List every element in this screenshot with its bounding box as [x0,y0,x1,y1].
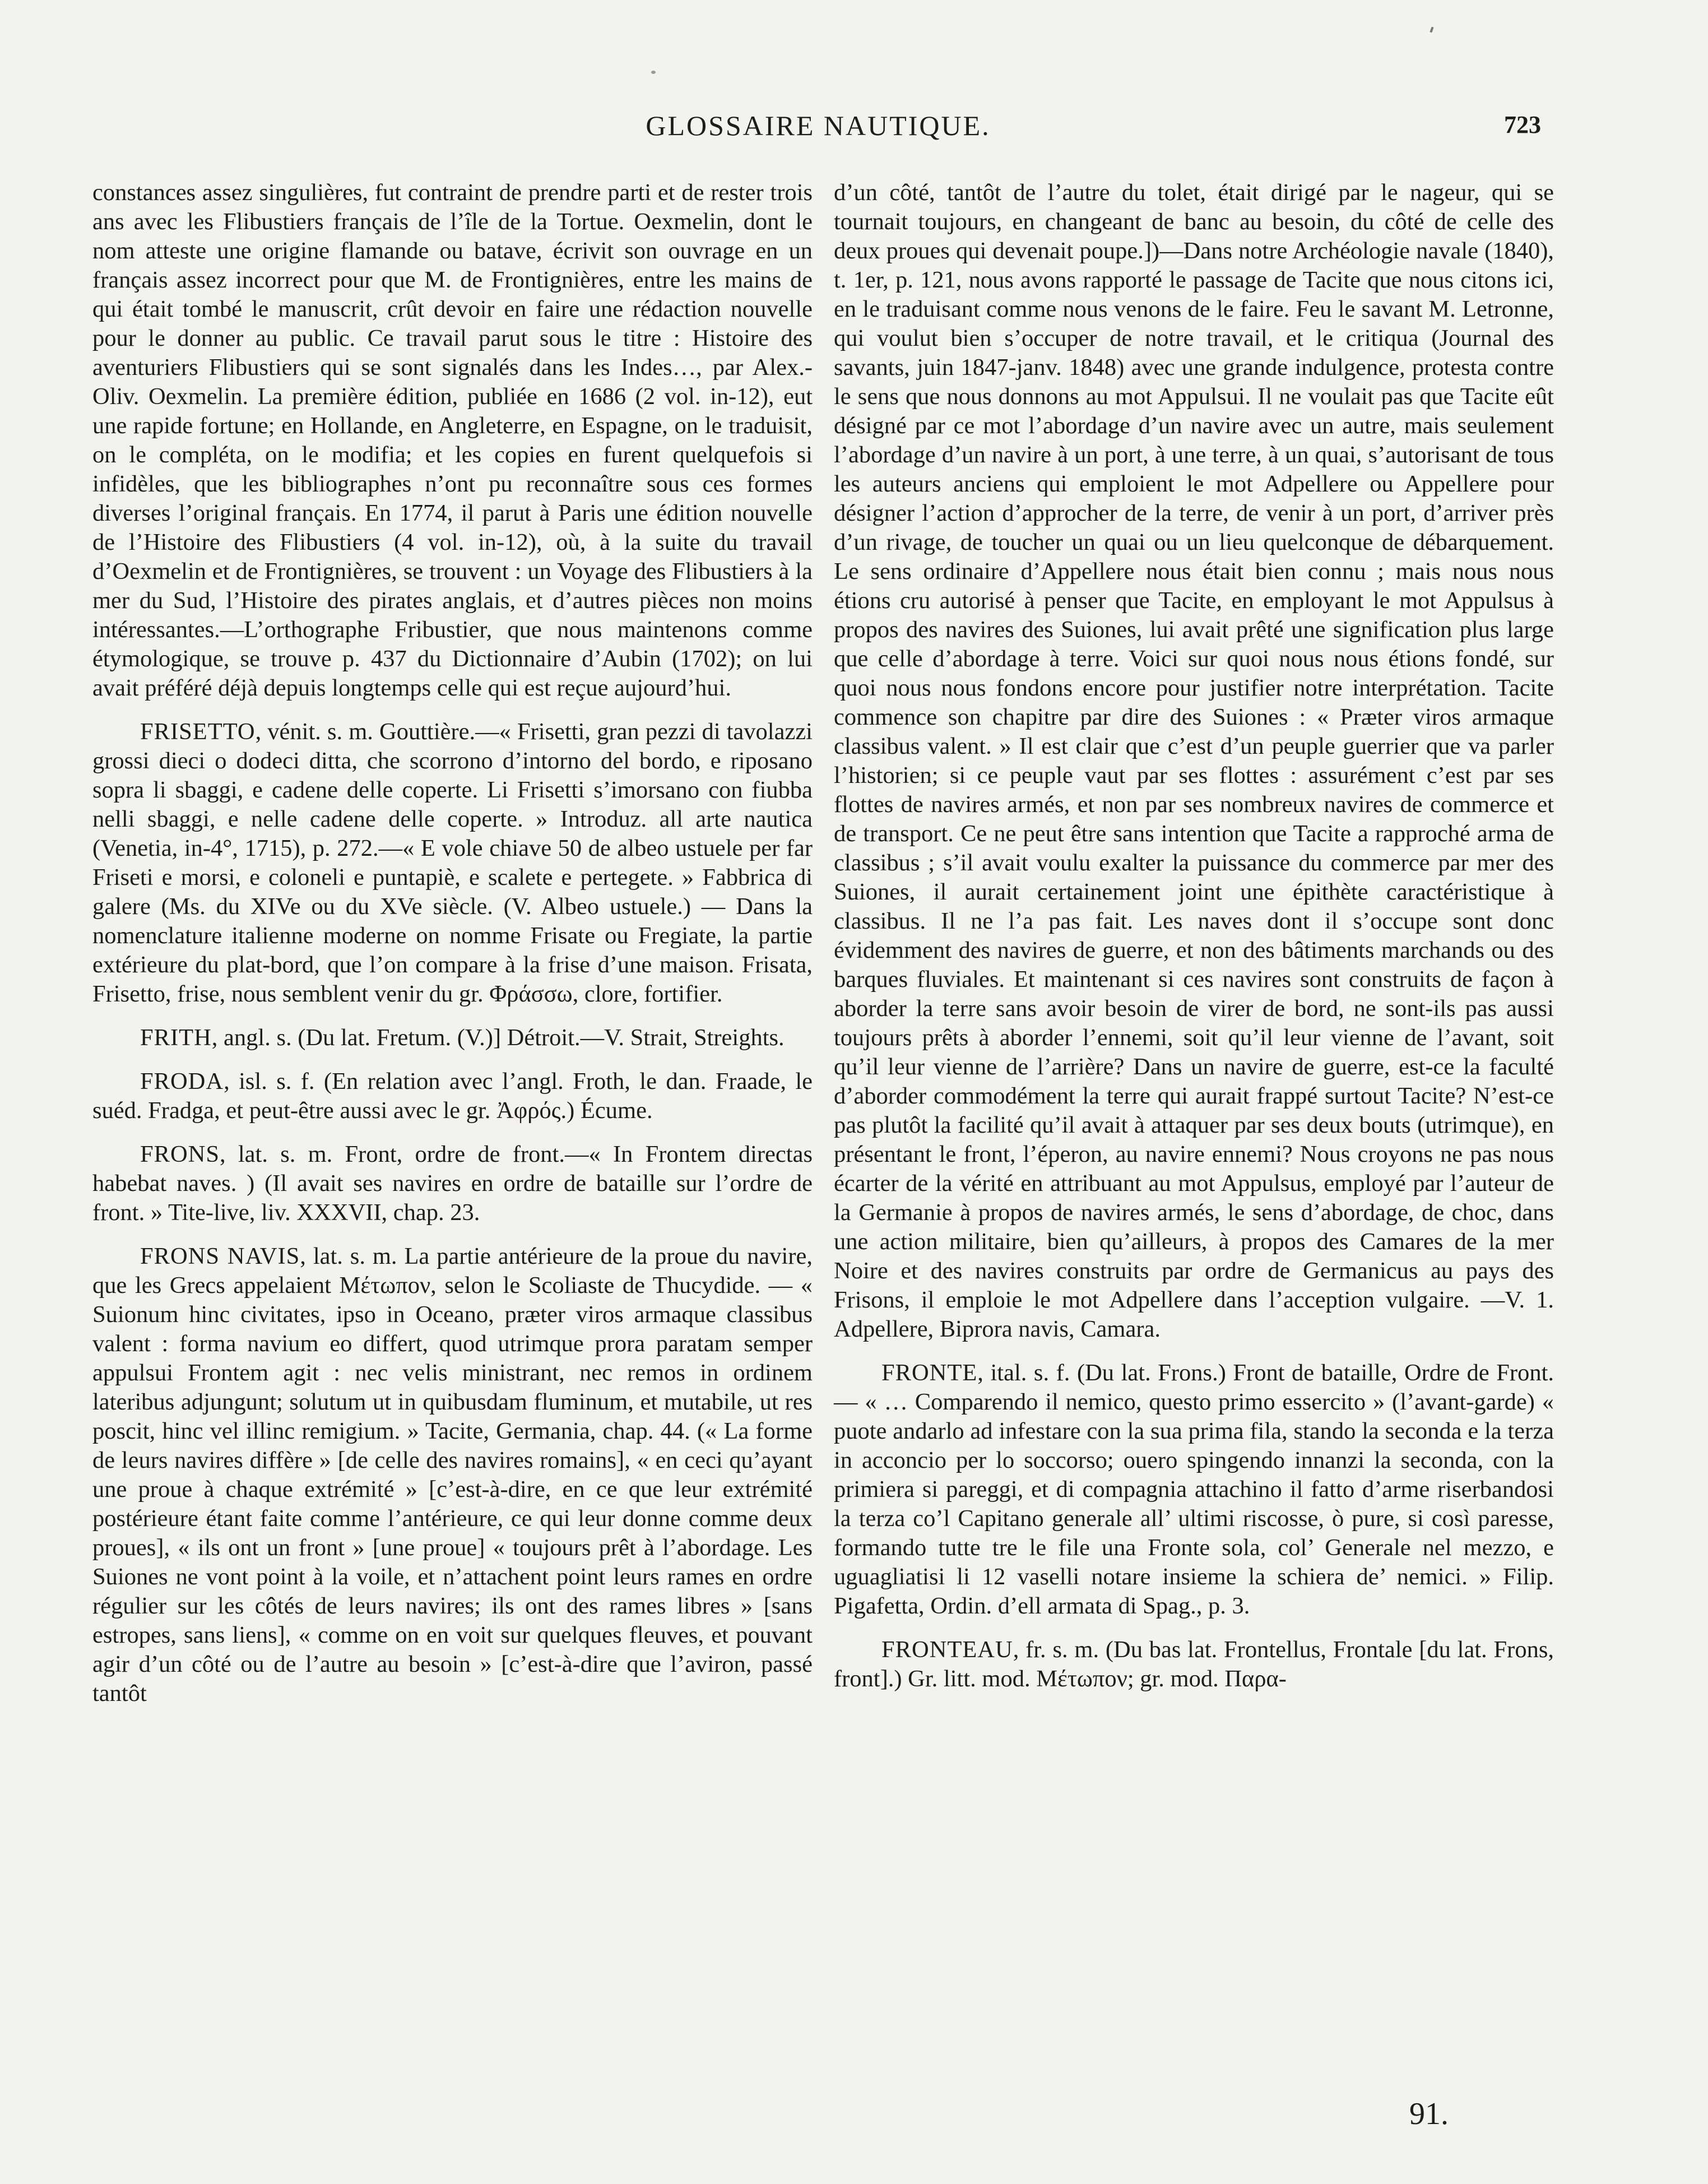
entry-definition: , ital. s. f. (Du lat. Frons.) Front de bataille, Ordre de Front.— « … Comparendo il nemico, questo primo essercito » (l’avant-garde) « puote andarlo ad infestare con la sua prima fila, stando la seconda e la terza in acconcio per lo soccorso; ouero spingendo innanzi la seconda, con la primiera si pareggi, et di compagnia attachino il fatto d’arme riserbandosi la terza co’l Capitano generale all’ ultimi riscosse, ò pure, si così paresse, formando tutte tre le file una Fronte sola, col’ Generale nel mezzo, e uguagliatisi li 12 vaselli notare insieme la schiera de’ nemici. » Filip. Pigafetta, Ordin. d’ell armata di Spag., p. 3. [834,1360,1554,1619]
ink-speck [651,71,656,74]
glossary-entry [92,1067,813,1125]
running-header [95,109,1541,149]
running-title: GLOSSAIRE NAUTIQUE. [646,110,991,141]
page-number: 723 [1504,111,1541,138]
right-column [834,178,1554,1694]
entry-definition: , angl. s. (Du lat. Fretum. (V.)] Détroit.—V. Strait, Streights. [211,1024,785,1051]
glossary-entry [834,1358,1554,1621]
entry-definition: , lat. s. m. La partie antérieure de la proue du navire, que les Grecs appelaient Μέτωπον, selon le Scoliaste de Thucydide. — « Suionum hinc civitates, ipso in Oceano, præter viros armaque classibus valent : forma navium eo differt, quod utrimque prora paratam semper appulsui Frontem agit : nec velis ministrant, nec remos in ordinem lateribus adjungunt; solutum ut in quibusdam fluminum, et mutabile, ut res poscit, hinc vel illinc remigium. » Tacite, Germania, chap. 44. (« La forme de leurs navires diffère » [de celle des navires romains], « en ceci qu’ayant une proue à chaque extrémité » [c’est-à-dire, en ce que leur extrémité postérieure étant faite comme l’antérieure, ce qui leur donne comme deux proues], « ils ont un front » [une proue] « toujours prêt à l’abordage. Les Suiones ne vont point à la voile, et n’attachent point leurs rames en ordre régulier sur les côtés de leurs navires; ils ont des rames libres » [sans estropes, sans liens], « comme on en voit sur quelques fleuves, et pouvant agir d’un côté ou de l’autre au besoin » [c’est-à-dire que l’aviron, passé tantôt [92,1243,813,1707]
entry-definition: , vénit. s. m. Gouttière.—« Frisetti, gran pezzi di tavolazzi grossi dieci o dodeci ditta, che scorrono d’intorno del bordo, e riposano sopra li sbaggi, e cadene delle coperte. Li Frisetti s’imorsano con fiubba nelli sbaggi, e nelle cadene delle coperte. » Introduz. all arte nautica (Venetia, in-4°, 1715), p. 272.—« E vole chiave 50 de albeo ustuele per far Friseti e morsi, e coloneli e puntapiè, e scalete e pertegete. » Fabbrica di galere (Ms. du XIVe ou du XVe siècle. (V. Albeo ustuele.) — Dans la nomenclature italienne moderne on nomme Frisate ou Fregiate, la partie extérieure du plat-bord, que l’on compare à la frise d’une maison. Frisata, Frisetto, frise, nous semblent venir du gr. Φράσσω, clore, fortifier. [92,718,813,1007]
continued-paragraph [92,178,813,703]
ink-speck [1429,27,1433,33]
entry-definition: , lat. s. m. Front, ordre de front.—« In Frontem directas habebat naves. ) (Il avait ses navires en ordre de bataille sur l’ordre de front. » Tite-live, liv. XXXVII, chap. 23. [92,1141,813,1226]
entry-headword: FRONS [140,1141,220,1167]
paragraph-text: constances assez singulières, fut contraint de prendre parti et de rester trois ans avec les Flibustiers français de l’île de la Tortue. Oexmelin, dont le nom atteste une origine flamande ou batave, écrivit son ouvrage en un français assez incorrect pour que M. de Frontignières, entre les mains de qui était tombé le manuscrit, crût devoir en faire une rédaction nouvelle pour le donner au public. Ce travail parut sous le titre : Histoire des aventuriers Flibustiers qui se sont signalés dans les Indes…, par Alex.-Oliv. Oexmelin. La première édition, publiée en 1686 (2 vol. in-12), eut une rapide fortune; en Hollande, en Angleterre, en Espagne, on le traduisit, on le compléta, on le modifia; et les copies en furent quelquefois si infidèles, que les bibliographes n’ont pu reconnaître sous ces formes diverses l’original français. En 1774, il parut à Paris une édition nouvelle de l’Histoire des Flibustiers (4 vol. in-12), où, à la suite du travail d’Oexmelin et de Frontignières, se trouvent : un Voyage des Flibustiers à la mer du Sud, l’Histoire des pirates anglais, et d’autres pièces non moins intéressantes.—L’orthographe Fribustier, que nous maintenons comme étymologique, se trouve p. 437 du Dictionnaire d’Aubin (1702); on lui avait préféré déjà depuis longtemps celle qui est reçue aujourd’hui. [92,179,813,701]
entry-definition: , fr. s. m. (Du bas lat. Frontellus, Frontale [du lat. Frons, front].) Gr. litt. mod. Μέτωπον; gr. mod. Παρα- [834,1636,1554,1692]
continued-paragraph [834,178,1554,1344]
left-column [92,178,813,1708]
glossary-entry [92,1140,813,1227]
entry-headword: FRONTEAU [881,1636,1013,1663]
entry-headword: FRONTE [881,1360,978,1386]
entry-headword: FRONS NAVIS [140,1243,300,1269]
glossary-entry [92,1023,813,1052]
glossary-entry [834,1635,1554,1694]
entry-headword: FRISETTO [140,718,256,745]
glossary-entry [92,1242,813,1708]
entry-headword: FRITH [140,1024,212,1051]
entry-definition: , isl. s. f. (En relation avec l’angl. Froth, le dan. Fraade, le suéd. Fradga, et peut-être aussi avec le gr. Ἀφρός.) Écume. [92,1068,813,1124]
entry-headword: FRODA [140,1068,224,1095]
glossary-entry [92,717,813,1009]
signature-mark: 91. [1409,2097,1449,2131]
paragraph-text: d’un côté, tantôt de l’autre du tolet, était dirigé par le nageur, qui se tournait toujours, en changeant de banc au besoin, du côté de celle des deux proues qui devenait poupe.])—Dans notre Archéologie navale (1840), t. 1er, p. 121, nous avons rapporté le passage de Tacite que nous citons ici, en le traduisant comme nous venons de le faire. Feu le savant M. Letronne, qui voulut bien s’occuper de notre travail, et le critiqua (Journal des savants, juin 1847-janv. 1848) avec une grande indulgence, protesta contre le sens que nous donnons au mot Appulsui. Il ne voulait pas que Tacite eût désigné par ce mot l’abordage d’un navire avec un autre, mais seulement l’abordage d’un navire à un port, à une terre, à un quai, s’autorisant de tous les auteurs anciens qui emploient le mot Adpellere ou Appellere pour désigner l’action d’approcher de la terre, de venir à un port, d’arriver près d’un rivage, de toucher un quai ou un lieu quelconque de débarquement. Le sens ordinaire d’Appellere nous était bien connu ; mais nous nous étions cru autorisé à penser que Tacite, en employant le mot Appulsus à propos des navires des Suiones, lui avait prêté une signification plus large que celle d’abordage à terre. Voici sur quoi nous nous étions fondé, sur quoi nous nous fondons encore pour justifier notre interprétation. Tacite commence son chapitre par dire des Suiones : « Præter viros armaque classibus valent. » Il est clair que c’est d’un peuple guerrier que va parler l’historien; si ce peuple vaut par ses flottes : assurément c’est par ses flottes de navires armés, et non par ses nombreux navires de commerce et de transport. Ce ne peut être sans intention que Tacite a rapproché arma de classibus ; s’il avait voulu exalter la puissance du commerce par mer des Suiones, il aurait certainement joint une épithète caractéristique à classibus. Il ne l’a pas fait. Les naves dont il s’occupe sont donc évidemment des navires de guerre, et non des bâtiments marchands ou des barques fluviales. Et maintenant si ces navires sont construits de façon à aborder la terre sans avoir besoin de virer de bord, ne sont-ils pas aussi toujours prêts à aborder l’ennemi, soit qu’il leur vienne de l’avant, soit qu’il leur vienne de l’arrière? Dans un navire de guerre, est-ce la faculté d’aborder commodément la terre qui aurait frappé surtout Tacite? N’est-ce pas plutôt la facilité qu’il avait à attaquer par ses deux bouts (utrimque), en présentant le front, l’éperon, au navire ennemi? Nous croyons ne pas nous écarter de la vérité en attribuant au mot Appulsus, employé par l’auteur de la Germanie à propos de navires armés, le sens d’abordage, de choc, dans une action militaire, bien qu’ailleurs, à propos des Camares de la mer Noire et des navires construits par ordre de Germanicus au pays des Frisons, il emploie le mot Adpellere dans l’acception vulgaire. —V. 1. Adpellere, Biprora navis, Camara. [834,179,1554,1342]
